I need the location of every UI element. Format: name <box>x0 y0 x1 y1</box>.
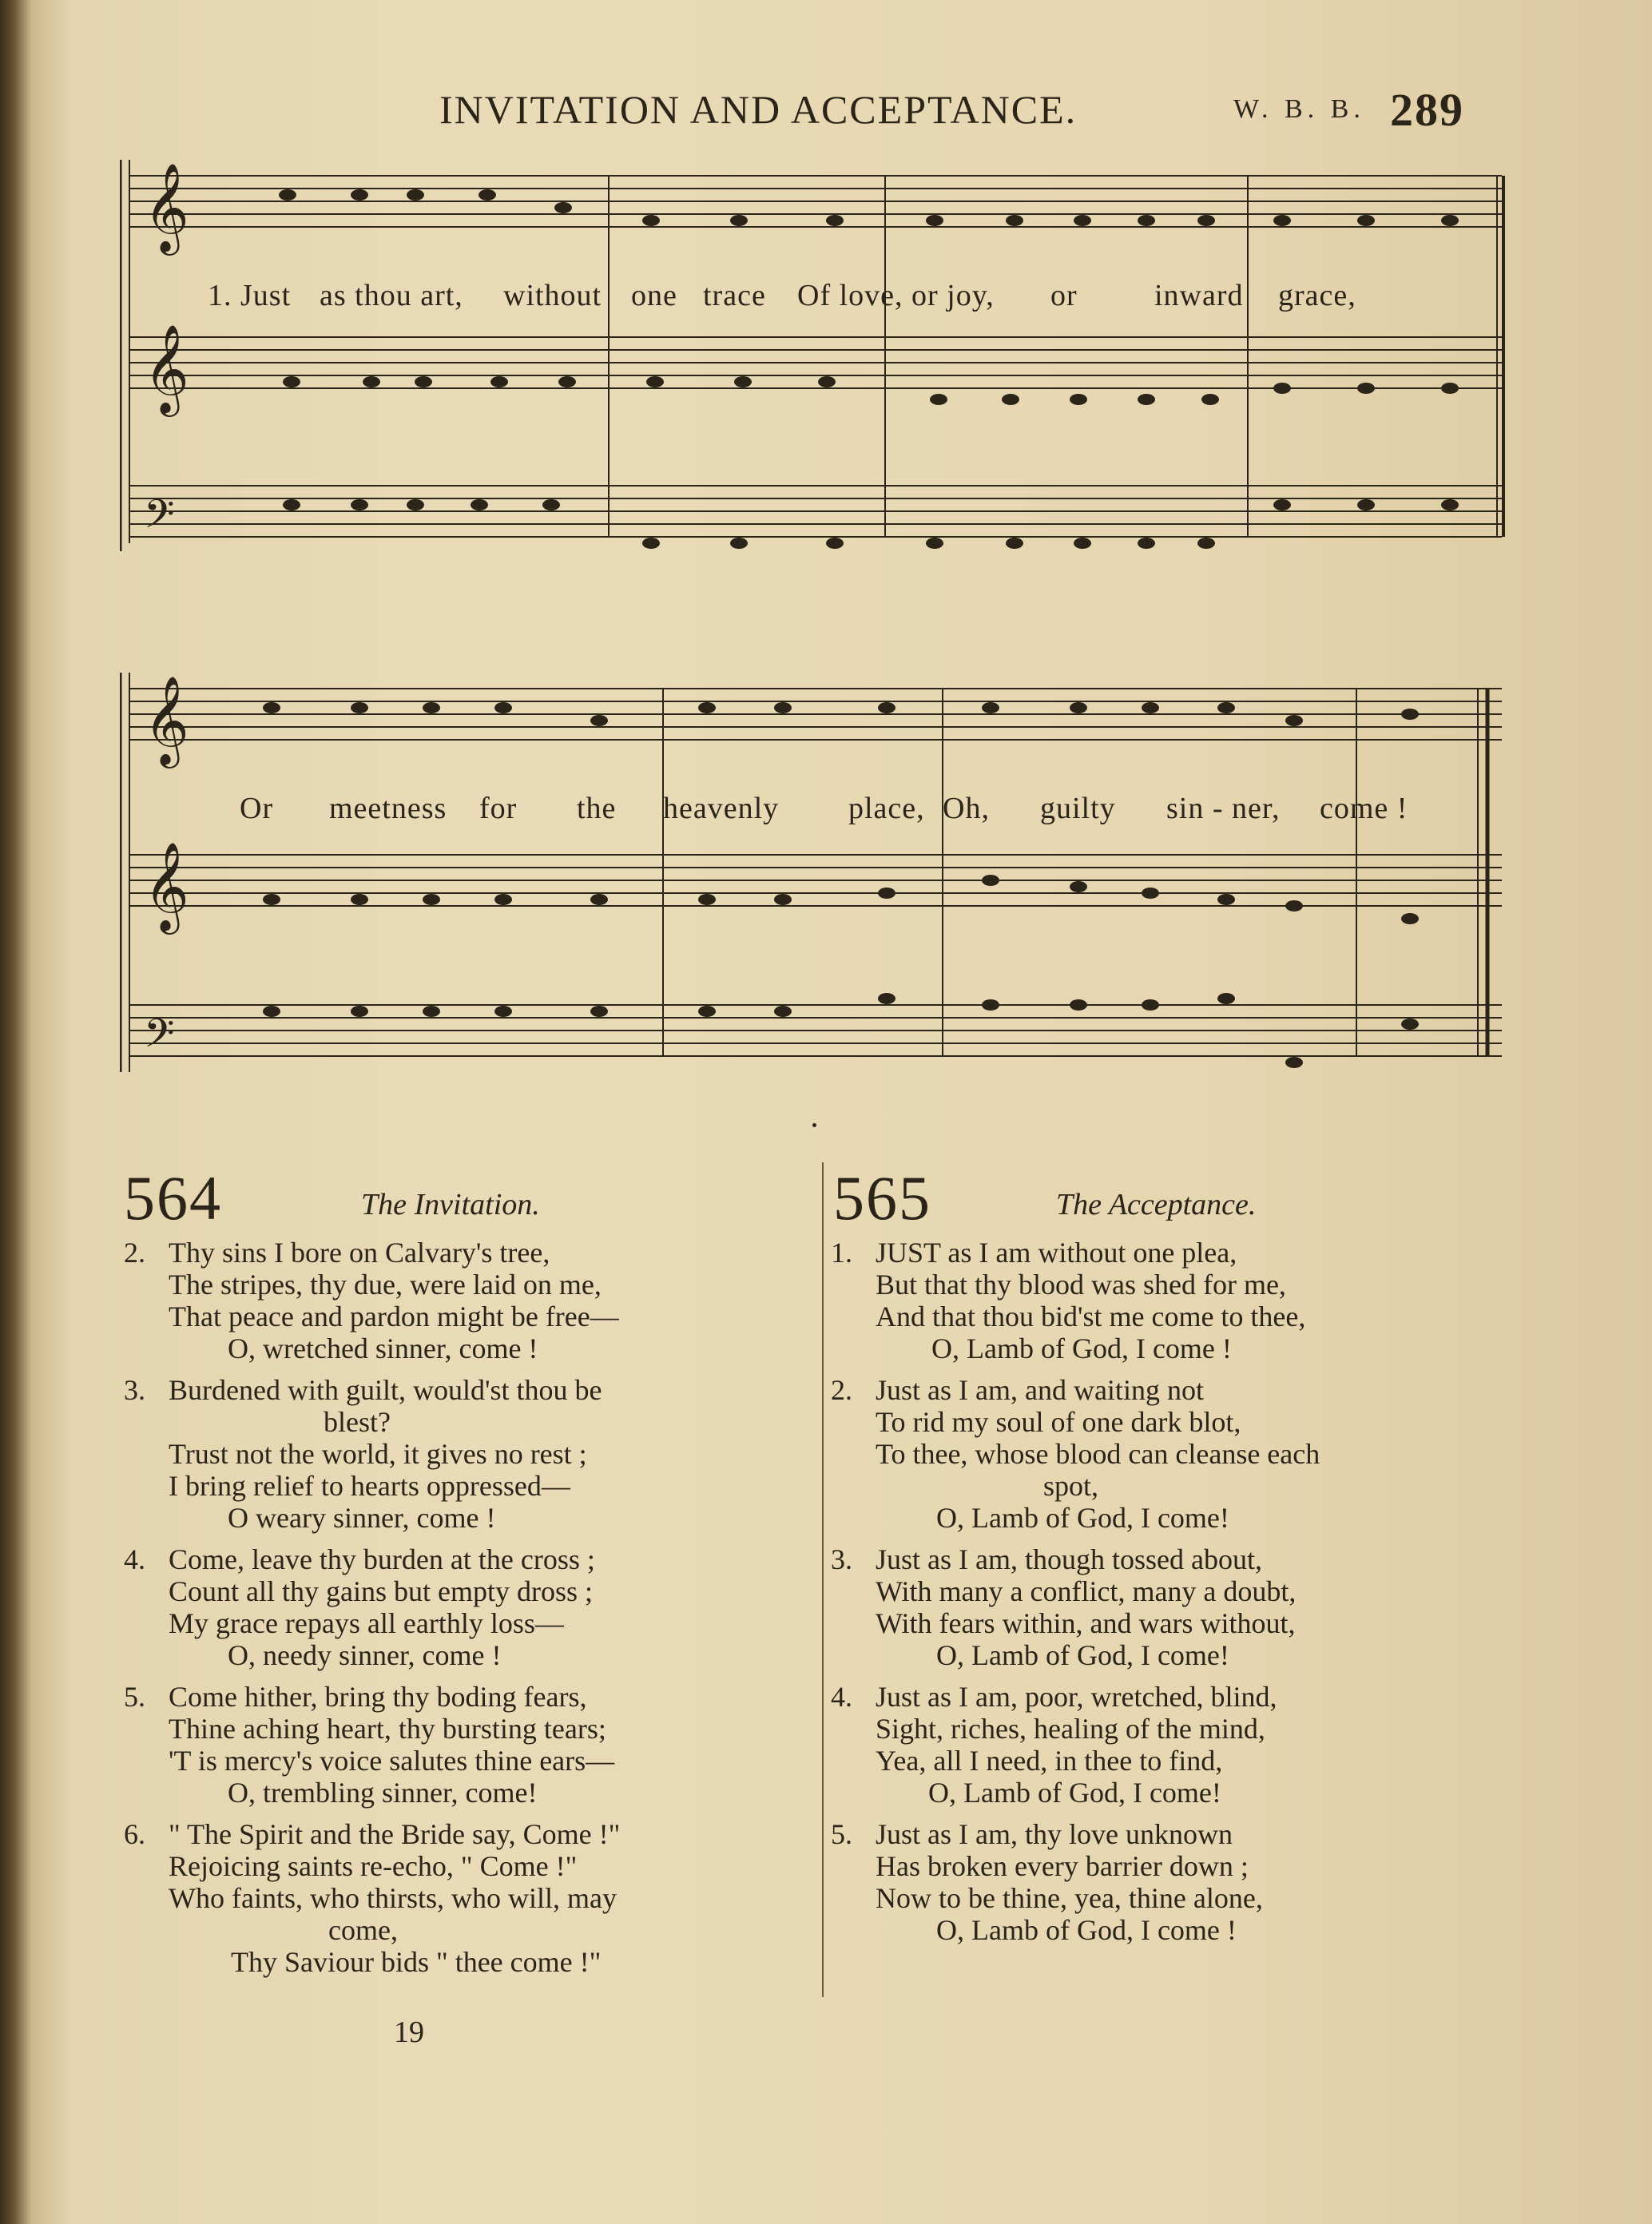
verse-line: But that thy blood was shed for me, <box>876 1269 1286 1301</box>
lyric-syllable: grace, <box>1278 279 1356 312</box>
running-header <box>439 86 1510 142</box>
verse <box>124 1818 811 1978</box>
composer-abbreviation: W. B. B. <box>1233 94 1365 124</box>
verse-line: Come hither, bring thy boding fears, <box>169 1681 587 1713</box>
svg-text:𝄞: 𝄞 <box>144 324 189 413</box>
hymn-number-565: 565 <box>833 1163 931 1233</box>
verse-line: Has broken every barrier down ; <box>876 1850 1249 1882</box>
verse-line: O, Lamb of God, I come! <box>936 1639 1229 1671</box>
verse <box>831 1374 1518 1534</box>
staff-notation-system-2 <box>120 673 1510 1088</box>
lyric-syllable: without <box>503 279 602 312</box>
lyric-syllable: or <box>1050 279 1078 312</box>
lyric-syllable: Of love, or joy, <box>797 279 995 312</box>
verse <box>124 1374 811 1534</box>
music-system-2 <box>120 673 1510 1088</box>
verse-line: come, <box>328 1914 398 1946</box>
verse-line: O, Lamb of God, I come ! <box>931 1332 1232 1364</box>
verse-line: O, Lamb of God, I come ! <box>936 1914 1237 1946</box>
music-system-1 <box>120 160 1510 575</box>
verse-line: Rejoicing saints re-echo, " Come !" <box>169 1850 578 1882</box>
verse-line: Trust not the world, it gives no rest ; <box>169 1438 587 1470</box>
svg-text:𝄞: 𝄞 <box>144 841 189 931</box>
verse-number: 5. <box>124 1681 145 1713</box>
lyric-syllable: sin - ner, <box>1166 792 1281 825</box>
lyric-syllable: trace <box>703 279 766 312</box>
verse <box>124 1681 811 1809</box>
verse-line: Yea, all I need, in thee to find, <box>876 1745 1223 1777</box>
verse-number: 4. <box>124 1543 145 1575</box>
column-divider <box>822 1162 824 1997</box>
staff-notation-system-1 <box>120 160 1510 575</box>
verse-line: My grace repays all earthly loss— <box>169 1607 564 1639</box>
hymn-title-565: The Acceptance. <box>1056 1188 1257 1221</box>
verse-number: 1. <box>831 1237 852 1269</box>
verse-line: Come, leave thy burden at the cross ; <box>169 1543 595 1575</box>
svg-text:𝄞: 𝄞 <box>144 675 189 764</box>
verse-line: Just as I am, thy love unknown <box>876 1818 1233 1850</box>
verse <box>124 1543 811 1671</box>
verse-line: Thy sins I bore on Calvary's tree, <box>169 1237 550 1269</box>
verse-number: 5. <box>831 1818 852 1850</box>
lyric-syllable: Or <box>240 792 274 825</box>
verse-number: 2. <box>124 1237 145 1269</box>
verse-line: I bring relief to hearts oppressed— <box>169 1470 570 1502</box>
verse-number: 6. <box>124 1818 145 1850</box>
verse-line: O, trembling sinner, come! <box>228 1777 538 1809</box>
verse-number: 4. <box>831 1681 852 1713</box>
verse-number: 3. <box>831 1543 852 1575</box>
verse <box>831 1681 1518 1809</box>
lyric-syllable: come ! <box>1320 792 1408 825</box>
verse-line: Just as I am, poor, wretched, blind, <box>876 1681 1277 1713</box>
verse-line: Who faints, who thirsts, who will, may <box>169 1882 617 1914</box>
verse-line: To rid my soul of one dark blot, <box>876 1406 1241 1438</box>
verse-line: The stripes, thy due, were laid on me, <box>169 1269 602 1301</box>
verse-line: O weary sinner, come ! <box>228 1502 496 1534</box>
signature-mark: 19 <box>394 2016 424 2049</box>
svg-text:𝄢: 𝄢 <box>144 491 175 547</box>
verse-line: Count all thy gains but empty dross ; <box>169 1575 593 1607</box>
hymn-564-verses <box>124 1237 811 1988</box>
verse-line: That peace and pardon might be free— <box>169 1301 619 1332</box>
verse-line: Burdened with guilt, would'st thou be <box>169 1374 602 1406</box>
page-title: INVITATION AND ACCEPTANCE. <box>439 87 1078 132</box>
printer-dot <box>812 1123 816 1127</box>
verse-number: 2. <box>831 1374 852 1406</box>
lyric-syllable: 1. Just <box>208 279 292 312</box>
verse-line: Thy Saviour bids " thee come !" <box>231 1946 602 1978</box>
lyric-syllable: inward <box>1154 279 1244 312</box>
verse <box>831 1543 1518 1671</box>
verse <box>124 1237 811 1364</box>
verse-number: 3. <box>124 1374 145 1406</box>
verse-line: Thine aching heart, thy bursting tears; <box>169 1713 606 1745</box>
verse-line: Just as I am, and waiting not <box>876 1374 1204 1406</box>
lyric-syllable: for <box>479 792 518 825</box>
verse-line: With fears within, and wars without, <box>876 1607 1296 1639</box>
lyric-syllable: as thou art, <box>320 279 463 312</box>
lyric-syllable: Oh, <box>943 792 990 825</box>
verse-line: Just as I am, though tossed about, <box>876 1543 1262 1575</box>
verse-line: O, Lamb of God, I come! <box>936 1502 1229 1534</box>
hymn-565-verses <box>831 1237 1518 1956</box>
lyric-syllable: heavenly <box>663 792 780 825</box>
verse-line: To thee, whose blood can cleanse each <box>876 1438 1320 1470</box>
lyric-syllable: meetness <box>329 792 447 825</box>
verse-line: With many a conflict, many a doubt, <box>876 1575 1297 1607</box>
verse-line: O, Lamb of God, I come! <box>928 1777 1221 1809</box>
verse-line: O, needy sinner, come ! <box>228 1639 502 1671</box>
lyric-syllable: the <box>577 792 617 825</box>
lyric-syllable: place, <box>848 792 925 825</box>
verse-line: Sight, riches, healing of the mind, <box>876 1713 1265 1745</box>
hymn-title-564: The Invitation. <box>361 1188 540 1221</box>
verse-line: 'T is mercy's voice salutes thine ears— <box>169 1745 615 1777</box>
verse-line: JUST as I am without one plea, <box>876 1237 1237 1269</box>
hymn-number-564: 564 <box>124 1163 222 1233</box>
lyric-syllable: one <box>631 279 677 312</box>
verse-line: Now to be thine, yea, thine alone, <box>876 1882 1263 1914</box>
verse <box>831 1818 1518 1946</box>
verse-line: " The Spirit and the Bride say, Come !" <box>169 1818 621 1850</box>
verse-line: spot, <box>1043 1470 1099 1502</box>
page-number: 289 <box>1390 84 1464 136</box>
verse <box>831 1237 1518 1364</box>
verse-line: blest? <box>324 1406 391 1438</box>
verse-line: O, wretched sinner, come ! <box>228 1332 538 1364</box>
svg-text:𝄞: 𝄞 <box>144 162 189 252</box>
verse-line: And that thou bid'st me come to thee, <box>876 1301 1306 1332</box>
svg-text:𝄢: 𝄢 <box>144 1011 175 1066</box>
lyric-syllable: guilty <box>1040 792 1116 825</box>
